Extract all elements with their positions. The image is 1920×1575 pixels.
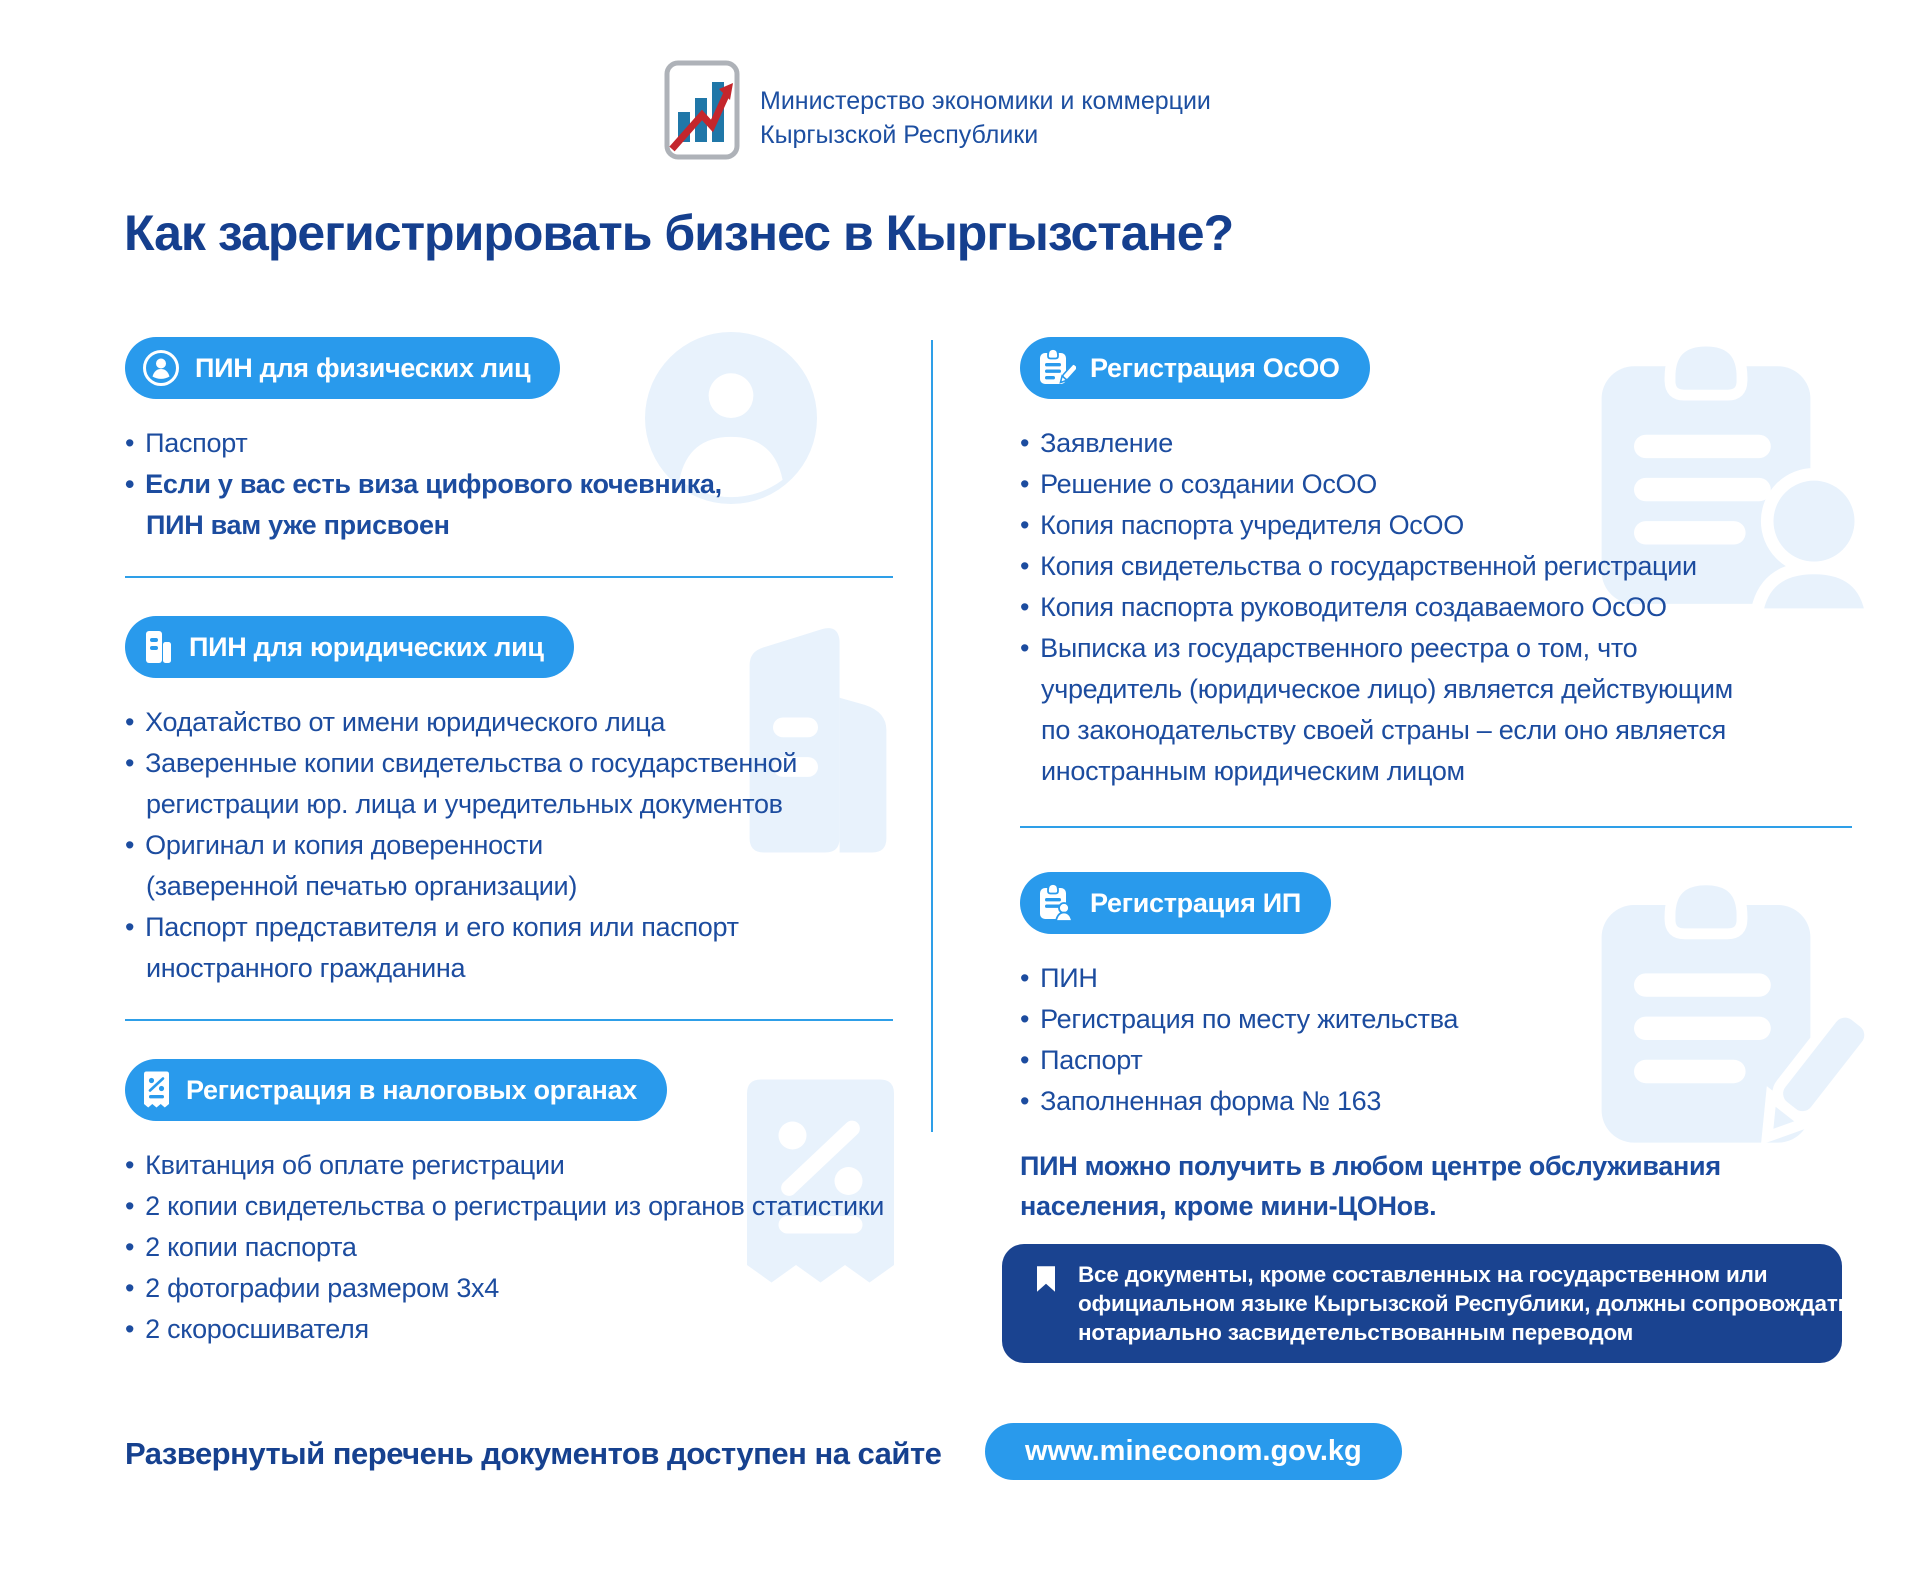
person-icon [141,348,181,388]
list-item: • Заполненная форма № 163 [1020,1081,1852,1122]
bookmark-icon [1034,1264,1058,1299]
badge-label: ПИН для физических лиц [195,352,531,383]
badge-osoo-registration [1020,337,1370,399]
ministry-name-line1: Министерство экономики и коммерции [760,87,1211,115]
list-item: • Регистрация по месту жительства [1020,999,1852,1040]
pin-note [1020,1146,1852,1226]
list-item: • Выписка из государственного реестра о том, что [1020,628,1852,669]
section-divider [125,1019,893,1021]
list-item: • 2 фотографии размером 3х4 [125,1268,893,1309]
list-item: • Паспорт [1020,1040,1852,1081]
column-divider [931,340,933,1132]
tax-receipt-icon [141,1070,172,1110]
list-item: • Ходатайство от имени юридического лица [125,702,893,743]
list-item: • Оригинал и копия доверенности [125,825,893,866]
translation-notice-box [1002,1244,1877,1363]
list-item-continuation: по законодательству своей страны – если оно является [1041,715,1726,745]
list-item-continuation: учредитель (юридическое лицо) является действующим [1041,674,1733,704]
list-item: • 2 копии паспорта [125,1227,893,1268]
list-item: • Если у вас есть виза цифрового кочевника, [125,464,893,505]
ministry-logo [663,60,741,165]
left-column [125,337,893,1350]
list-item-continuation: регистрации юр. лица и учредительных документов [146,789,783,819]
list-item-continuation: ПИН вам уже присвоен [146,510,450,540]
list-item-continuation: иностранным юридическим лицом [1041,756,1465,786]
list-item: • Заявление [1020,423,1852,464]
list-item: • Паспорт представителя и его копия или паспорт [125,907,893,948]
notice-line: нотариально засвидетельствованным переводом [1078,1320,1634,1345]
clipboard-person-icon [1036,883,1076,923]
pin-note-line: населения, кроме мини-ЦОНов. [1020,1191,1437,1221]
footer-text: Развернутый перечень документов доступен на сайте [125,1436,942,1471]
list-item: • Копия паспорта руководителя создаваемого ОсОО [1020,587,1852,628]
list-item-continuation: (заверенной печатью организации) [146,871,578,901]
clipboard-pencil-icon [1036,348,1076,388]
section-divider [1020,826,1852,828]
building-icon [141,629,175,665]
badge-label: Регистрация ИП [1090,887,1302,918]
pin-note-line: ПИН можно получить в любом центре обслуживания [1020,1151,1721,1181]
list-item: • Решение о создании ОсОО [1020,464,1852,505]
checklist-pin-individuals [125,423,893,546]
list-item: • 2 копии свидетельства о регистрации из органов статистики [125,1186,893,1227]
list-item: • Паспорт [125,423,893,464]
badge-label: ПИН для юридических лиц [189,631,544,662]
checklist-pin-legal-entities [125,702,893,989]
list-item: • Копия паспорта учредителя ОсОО [1020,505,1852,546]
website-link[interactable]: www.mineconom.gov.kg [985,1423,1402,1480]
badge-label: Регистрация в налоговых органах [186,1074,637,1105]
notice-line: официальном языке Кыргызской Республики, должны сопровождаться [1078,1291,1877,1316]
list-item: • Заверенные копии свидетельства о государственной [125,743,893,784]
notice-line: Все документы, кроме составленных на государственном или [1078,1262,1768,1287]
ministry-name [760,84,1211,152]
list-item: • Квитанция об оплате регистрации [125,1145,893,1186]
list-item: • Копия свидетельства о государственной регистрации [1020,546,1852,587]
checklist-ip [1020,958,1852,1122]
ministry-name-line2: Кыргызской Республики [760,121,1039,149]
list-item-continuation: иностранного гражданина [146,953,466,983]
checklist-osoo [1020,423,1852,792]
badge-pin-individuals [125,337,560,399]
section-divider [125,576,893,578]
checklist-tax-registration [125,1145,893,1350]
list-item: • 2 скоросшивателя [125,1309,893,1350]
page-title: Как зарегистрировать бизнес в Кыргызстане? [124,205,1234,261]
badge-pin-legal-entities [125,616,574,678]
right-column [1020,337,1877,1363]
badge-label: Регистрация ОсОО [1090,352,1340,383]
badge-tax-registration [125,1059,667,1121]
badge-ip-registration [1020,872,1331,934]
list-item: • ПИН [1020,958,1852,999]
